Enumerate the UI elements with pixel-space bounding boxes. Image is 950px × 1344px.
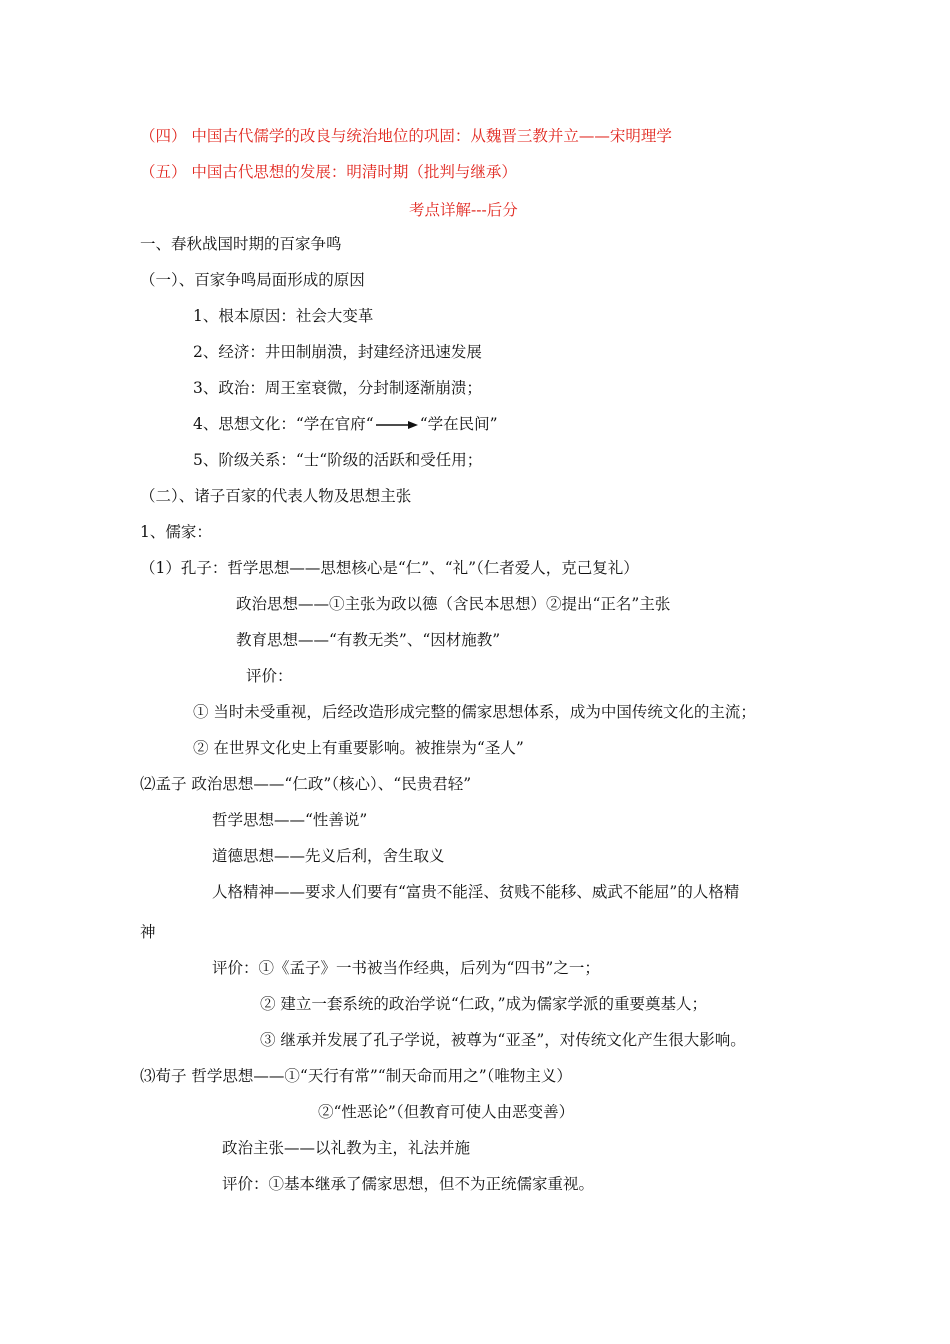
mengzi-line-7: ② 建立一套系统的政治学说“仁政，”成为儒家学派的重要奠基人； (260, 995, 708, 1013)
mengzi-line-6: 评价：①《孟子》一书被当作经典，后列为“四书”之一； (212, 959, 600, 977)
mengzi-line-2: 哲学思想——“性善说” (212, 811, 368, 829)
section-title: 考点详解---后分 (409, 201, 518, 219)
xunzi-line-2: ②“性恶论”（但教育可使人由恶变善） (318, 1103, 575, 1121)
arrow-right-icon (376, 420, 418, 430)
kongzi-line-3: 教育思想——“有教无类”、“因材施教” (236, 631, 501, 649)
sub2-heading: （二）、诸子百家的代表人物及思想主张 (140, 487, 412, 505)
school-confucian: 1、儒家： (140, 523, 212, 541)
mengzi-line-1: ⑵孟子 政治思想——“仁政”（核心）、“民贵君轻” (140, 775, 472, 793)
reason-item-5: 5、阶级关系：“士“阶级的活跃和受任用； (193, 451, 483, 469)
reason-item-4-right: “学在民间” (419, 415, 498, 433)
kongzi-line-1: （1）孔子：哲学思想——思想核心是“仁”、“礼”（仁者爱人，克己复礼） (140, 559, 639, 577)
mengzi-line-3: 道德思想——先义后利，舍生取义 (212, 847, 445, 865)
header-line-4: （四） 中国古代儒学的改良与统治地位的巩固：从魏晋三教并立——宋明理学 (140, 127, 672, 145)
mengzi-line-4: 人格精神——要求人们要有“富贵不能淫、贫贱不能移、威武不能屈”的人格精 (212, 883, 740, 901)
kongzi-line-2: 政治思想——①主张为政以德（含民本思想）②提出“正名”主张 (236, 595, 671, 613)
kongzi-line-5: ① 当时未受重视，后经改造形成完整的儒家思想体系，成为中国传统文化的主流； (193, 703, 756, 721)
reason-item-2: 2、经济：井田制崩溃，封建经济迅速发展 (193, 343, 482, 361)
reason-item-1: 1、根本原因：社会大变革 (193, 307, 374, 325)
xunzi-line-4: 评价：①基本继承了儒家思想，但不为正统儒家重视。 (222, 1175, 595, 1193)
kongzi-line-6: ② 在世界文化史上有重要影响。被推崇为“圣人” (193, 739, 524, 757)
reason-item-3: 3、政治：周王室衰微，分封制逐渐崩溃； (193, 379, 482, 397)
sub1-heading: （一）、百家争鸣局面形成的原因 (140, 271, 365, 289)
xunzi-line-1: ⑶荀子 哲学思想——①“天行有常”“制天命而用之”（唯物主义） (140, 1067, 572, 1085)
kongzi-line-4: 评价： (246, 667, 293, 685)
reason-item-4-left: 4、思想文化：“学在官府“ (193, 415, 374, 433)
part1-heading: 一、春秋战国时期的百家争鸣 (140, 235, 342, 253)
mengzi-line-5: 神 (140, 923, 156, 941)
header-line-5: （五） 中国古代思想的发展：明清时期（批判与继承） (140, 163, 517, 181)
mengzi-line-8: ③ 继承并发展了孔子学说，被尊为“亚圣”，对传统文化产生很大影响。 (260, 1031, 746, 1049)
xunzi-line-3: 政治主张——以礼教为主，礼法并施 (222, 1139, 471, 1157)
reason-item-4 (193, 414, 498, 434)
